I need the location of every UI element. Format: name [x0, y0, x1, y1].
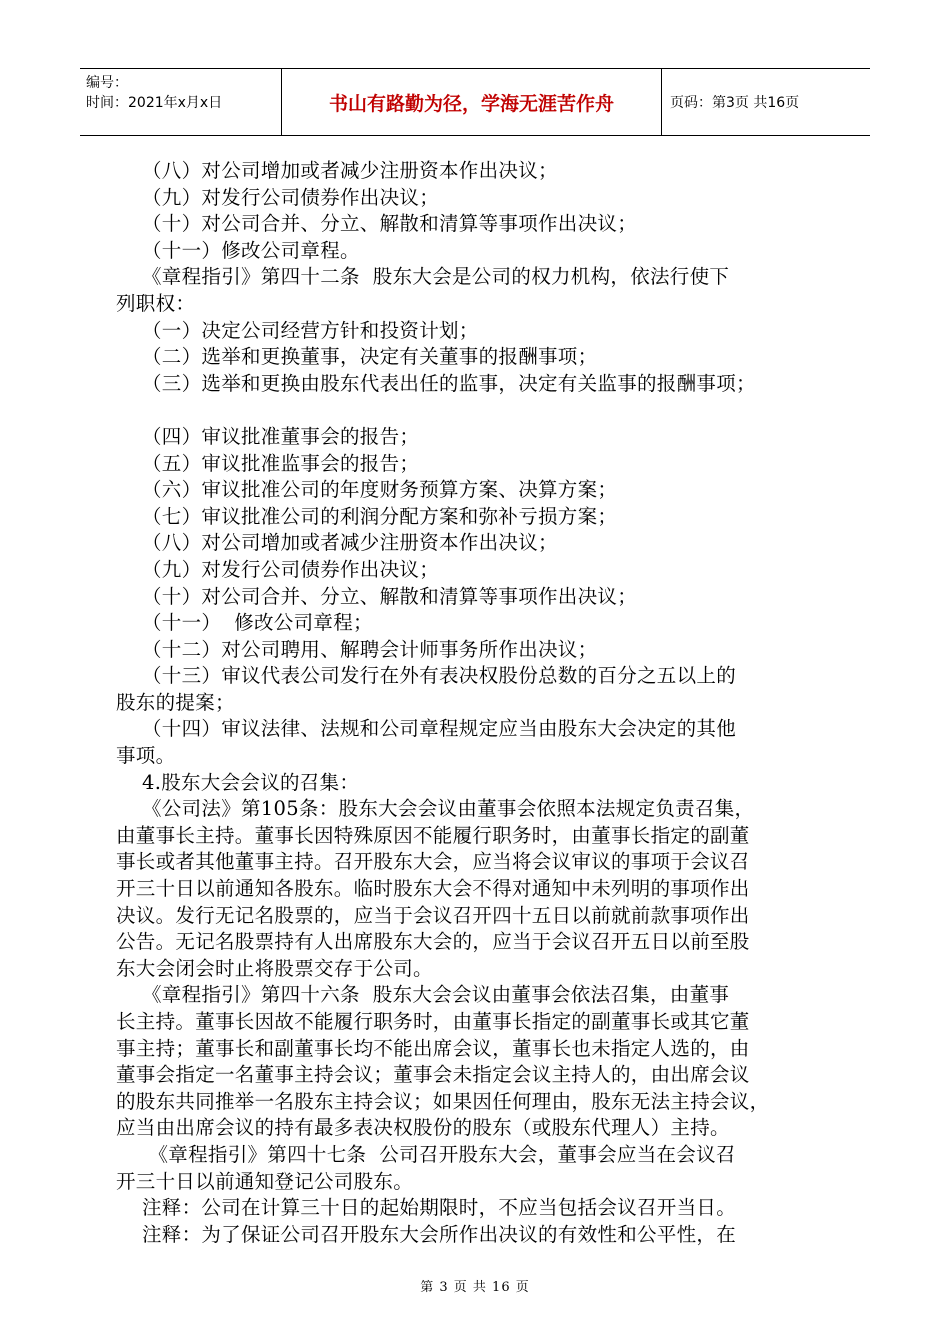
header-motto: 书山有路勤为径，学海无涯苦作舟: [282, 69, 662, 135]
header-info: [80, 69, 282, 135]
header-page-number: 页码：第3页 共16页: [670, 95, 800, 111]
text-line: 事项。: [116, 744, 176, 768]
text-line: 事长或者其他董事主持。召开股东大会，应当将会议审议的事项于会议召: [116, 850, 750, 874]
text-line: 《公司法》第105条：股东大会会议由董事会依照本法规定负责召集，: [116, 797, 755, 821]
text-line: 事主持；董事长和副董事长均不能出席会议，董事长也未指定人选的，由: [116, 1036, 750, 1060]
text-line: （十一） 修改公司章程；: [116, 611, 373, 635]
text-line: 由董事长主持。董事长因特殊原因不能履行职务时，由董事长指定的副董: [116, 823, 750, 847]
text-line: （十二）对公司聘用、解聘会计师事务所作出决议；: [116, 637, 598, 661]
text-line: （五）审议批准监事会的报告；: [116, 451, 420, 475]
text-line: 董事会指定一名董事主持会议；董事会未指定会议主持人的，由出席会议: [116, 1063, 750, 1087]
text-line: （十）对公司合并、分立、解散和清算等事项作出决议；: [116, 212, 637, 236]
text-line: [116, 397, 836, 424]
text-line: （十四）审议法律、法规和公司章程规定应当由股东大会决定的其他: [116, 717, 736, 741]
text-line: 开三十日以前通知各股东。临时股东大会不得对通知中未列明的事项作出: [116, 877, 750, 901]
page-footer: 第 3 页 共 16 页: [420, 1280, 530, 1295]
text-line: （四）审议批准董事会的报告；: [116, 424, 420, 448]
text-line: （八）对公司增加或者减少注册资本作出决议；: [116, 531, 558, 555]
text-line: （二）选举和更换董事，决定有关董事的报酬事项；: [116, 345, 598, 369]
text-line: （十一）修改公司章程。: [116, 238, 360, 262]
text-line: 列职权：: [116, 291, 196, 315]
text-line: （十）对公司合并、分立、解散和清算等事项作出决议；: [116, 584, 637, 608]
document-body: [116, 158, 836, 1248]
text-line: 决议。发行无记名股票的，应当于会议召开四十五日以前就前款事项作出: [116, 903, 750, 927]
document-date-label: 时间：2021年x月x日: [86, 95, 223, 111]
text-line: 长主持。董事长因故不能履行职务时，由董事长指定的副董事长或其它董: [116, 1010, 750, 1033]
text-line: 公告。无记名股票持有人出席股东大会的，应当于会议召开五日以前至股: [116, 930, 750, 954]
text-line: （七）审议批准公司的利润分配方案和弥补亏损方案；: [116, 504, 618, 528]
text-line: 东大会闭会时止将股票交存于公司。: [116, 956, 433, 980]
text-line: 开三十日以前通知登记公司股东。: [116, 1169, 414, 1193]
text-line: （六）审议批准公司的年度财务预算方案、决算方案；: [116, 478, 618, 502]
text-line: 《章程指引》第四十七条 公司召开股东大会，董事会应当在会议召: [116, 1142, 736, 1166]
text-line: （九）对发行公司债券作出决议；: [116, 185, 439, 209]
page-header: [80, 68, 870, 136]
text-line: （八）对公司增加或者减少注册资本作出决议；: [116, 159, 558, 182]
text-line: （九）对发行公司债券作出决议；: [116, 557, 439, 581]
text-line: 应当由出席会议的持有最多表决权股份的股东（或股东代理人）主持。: [116, 1116, 730, 1140]
text-line: （十三）审议代表公司发行在外有表决权股份总数的百分之五以上的: [116, 664, 736, 688]
text-line: 注释：为了保证公司召开股东大会所作出决议的有效性和公平性，在: [116, 1222, 736, 1246]
text-line: （一）决定公司经营方针和投资计划；: [116, 318, 479, 342]
text-line: 的股东共同推举一名股东主持会议；如果因任何理由，股东无法主持会议，: [116, 1089, 770, 1113]
text-line: 《章程指引》第四十二条 股东大会是公司的权力机构，依法行使下: [116, 265, 730, 289]
text-line: 股东的提案；: [116, 690, 235, 714]
text-line: 4.股东大会会议的召集：: [116, 770, 360, 794]
text-line: 《章程指引》第四十六条 股东大会会议由董事会依法召集，由董事: [116, 983, 730, 1007]
text-line: （三）选举和更换由股东代表出任的监事，决定有关监事的报酬事项；: [116, 371, 756, 395]
text-line: 注释：公司在计算三十日的起始期限时，不应当包括会议召开当日。: [116, 1196, 736, 1220]
document-number-label: 编号：: [86, 75, 128, 91]
